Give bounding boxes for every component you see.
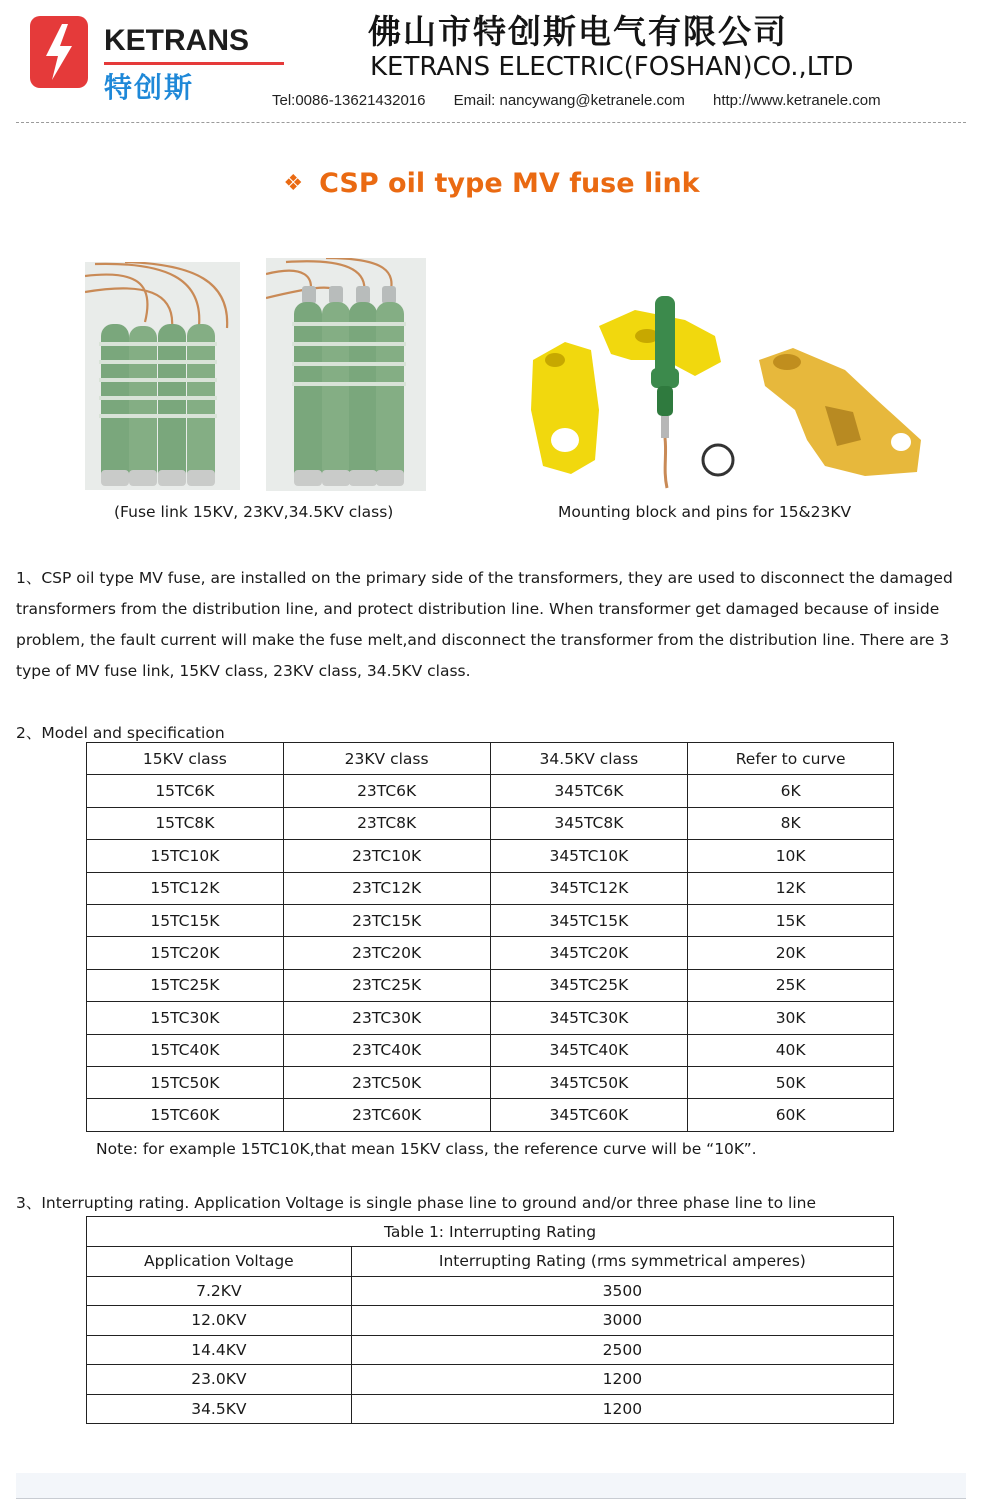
table-cell: 15TC40K bbox=[87, 1034, 284, 1066]
column-header: 15KV class bbox=[87, 743, 284, 775]
table-header-row bbox=[87, 1247, 894, 1277]
contact-website[interactable]: http://www.ketranele.com bbox=[713, 92, 881, 109]
fuse-link-caption: (Fuse link 15KV, 23KV,34.5KV class) bbox=[114, 503, 394, 521]
table-cell: 12K bbox=[688, 872, 894, 904]
table-cell: 40K bbox=[688, 1034, 894, 1066]
table-cell: 12.0KV bbox=[87, 1306, 352, 1336]
table-row bbox=[87, 1335, 894, 1365]
table-cell: 7.2KV bbox=[87, 1276, 352, 1306]
table-cell: 345TC30K bbox=[490, 1002, 688, 1034]
table-cell: 34.5KV bbox=[87, 1394, 352, 1424]
logo-text-cn: 特创斯 bbox=[104, 71, 195, 104]
table-cell: 23TC60K bbox=[283, 1099, 490, 1131]
column-header: Refer to curve bbox=[688, 743, 894, 775]
table-row bbox=[87, 937, 894, 969]
column-header: 34.5KV class bbox=[490, 743, 688, 775]
table-cell: 25K bbox=[688, 969, 894, 1001]
table-cell: 15TC15K bbox=[87, 904, 284, 936]
logo-rule bbox=[104, 62, 284, 65]
table-cell: 15TC60K bbox=[87, 1099, 284, 1131]
table-cell: 50K bbox=[688, 1066, 894, 1098]
table-cell: 10K bbox=[688, 840, 894, 872]
table-row bbox=[87, 1099, 894, 1131]
column-header: Application Voltage bbox=[87, 1247, 352, 1277]
model-spec-table bbox=[86, 742, 894, 1132]
table-row bbox=[87, 969, 894, 1001]
table-cell: 1200 bbox=[351, 1394, 893, 1424]
table-cell: 1200 bbox=[351, 1365, 893, 1395]
table-cell: 345TC8K bbox=[490, 807, 688, 839]
table-cell: 345TC12K bbox=[490, 872, 688, 904]
model-spec-heading: 2、Model and specification bbox=[16, 724, 225, 742]
interrupting-rating-heading: 3、Interrupting rating. Application Voltage is single phase line to ground and/or three phase line to line bbox=[16, 1194, 816, 1212]
table-cell: 14.4KV bbox=[87, 1335, 352, 1365]
interrupting-rating-table bbox=[86, 1216, 894, 1424]
lightning-bolt-icon bbox=[30, 16, 88, 88]
page-title bbox=[0, 168, 983, 199]
table-cell: 15TC6K bbox=[87, 775, 284, 807]
contact-email[interactable]: Email: nancywang@ketranele.com bbox=[453, 92, 685, 109]
model-note: Note: for example 15TC10K,that mean 15KV class, the reference curve will be “10K”. bbox=[96, 1140, 757, 1158]
table-cell: 345TC6K bbox=[490, 775, 688, 807]
company-name-en: KETRANS ELECTRIC(FOSHAN)CO.,LTD bbox=[370, 52, 854, 82]
table-row bbox=[87, 1306, 894, 1336]
table-row bbox=[87, 904, 894, 936]
table-caption-row bbox=[87, 1217, 894, 1247]
column-header: Interrupting Rating (rms symmetrical amperes) bbox=[351, 1247, 893, 1277]
table-cell: 345TC50K bbox=[490, 1066, 688, 1098]
intro-paragraph: 1、CSP oil type MV fuse, are installed on the primary side of the transformers, they are used to disconnect the damaged transformers from the distribution line, and protect distribution line. When transformer get damaged because of inside problem, the fault current will make the fuse melt,and disconnect the transformer from the distribution line. There are 3 type of MV fuse link, 15KV class, 23KV class, 34.5KV class. bbox=[16, 569, 953, 680]
table-cell: 345TC10K bbox=[490, 840, 688, 872]
diamond-bullet-icon: ❖ bbox=[283, 171, 304, 196]
mounting-block-photo bbox=[525, 290, 925, 490]
table-cell: 23TC15K bbox=[283, 904, 490, 936]
table-row bbox=[87, 1002, 894, 1034]
table-cell: 23TC25K bbox=[283, 969, 490, 1001]
table-cell: 23TC30K bbox=[283, 1002, 490, 1034]
table-cell: 23TC10K bbox=[283, 840, 490, 872]
table-cell: 23TC6K bbox=[283, 775, 490, 807]
table-cell: 15TC8K bbox=[87, 807, 284, 839]
table-cell: 23TC40K bbox=[283, 1034, 490, 1066]
table-cell: 3500 bbox=[351, 1276, 893, 1306]
table-cell: 2500 bbox=[351, 1335, 893, 1365]
table-row bbox=[87, 1276, 894, 1306]
fuse-link-photo-right bbox=[266, 258, 426, 491]
mounting-block-caption: Mounting block and pins for 15&23KV bbox=[558, 503, 852, 521]
table-caption: Table 1: Interrupting Rating bbox=[87, 1217, 894, 1247]
table-cell: 15K bbox=[688, 904, 894, 936]
table-cell: 345TC40K bbox=[490, 1034, 688, 1066]
table-cell: 345TC60K bbox=[490, 1099, 688, 1131]
table-cell: 345TC20K bbox=[490, 937, 688, 969]
table-cell: 15TC50K bbox=[87, 1066, 284, 1098]
table-header-row bbox=[87, 743, 894, 775]
table-cell: 23.0KV bbox=[87, 1365, 352, 1395]
table-row bbox=[87, 872, 894, 904]
column-header: 23KV class bbox=[283, 743, 490, 775]
table-cell: 15TC20K bbox=[87, 937, 284, 969]
header-divider bbox=[16, 122, 966, 123]
table-row bbox=[87, 807, 894, 839]
rating-table-body bbox=[87, 1276, 894, 1424]
table-cell: 345TC25K bbox=[490, 969, 688, 1001]
company-logo bbox=[30, 16, 256, 104]
table-cell: 8K bbox=[688, 807, 894, 839]
table-cell: 23TC50K bbox=[283, 1066, 490, 1098]
table-cell: 23TC20K bbox=[283, 937, 490, 969]
table-cell: 30K bbox=[688, 1002, 894, 1034]
model-table-body bbox=[87, 775, 894, 1131]
table-cell: 60K bbox=[688, 1099, 894, 1131]
table-row bbox=[87, 1365, 894, 1395]
table-cell: 6K bbox=[688, 775, 894, 807]
table-row bbox=[87, 1034, 894, 1066]
table-row bbox=[87, 775, 894, 807]
table-cell: 15TC25K bbox=[87, 969, 284, 1001]
fuse-link-photo-left bbox=[85, 262, 240, 490]
table-row bbox=[87, 1066, 894, 1098]
table-cell: 23TC8K bbox=[283, 807, 490, 839]
contact-tel: Tel:0086-13621432016 bbox=[272, 92, 426, 109]
table-cell: 15TC30K bbox=[87, 1002, 284, 1034]
table-cell: 23TC12K bbox=[283, 872, 490, 904]
company-name-cn: 佛山市特创斯电气有限公司 bbox=[368, 12, 788, 51]
table-row bbox=[87, 1394, 894, 1424]
table-cell: 15TC10K bbox=[87, 840, 284, 872]
table-cell: 15TC12K bbox=[87, 872, 284, 904]
table-cell: 345TC15K bbox=[490, 904, 688, 936]
table-cell: 3000 bbox=[351, 1306, 893, 1336]
table-cell: 20K bbox=[688, 937, 894, 969]
footer-band bbox=[16, 1473, 966, 1499]
table-row bbox=[87, 840, 894, 872]
page-title-text: CSP oil type MV fuse link bbox=[319, 168, 700, 199]
logo-text-en: KETRANS bbox=[104, 24, 250, 57]
contact-line bbox=[272, 92, 881, 109]
